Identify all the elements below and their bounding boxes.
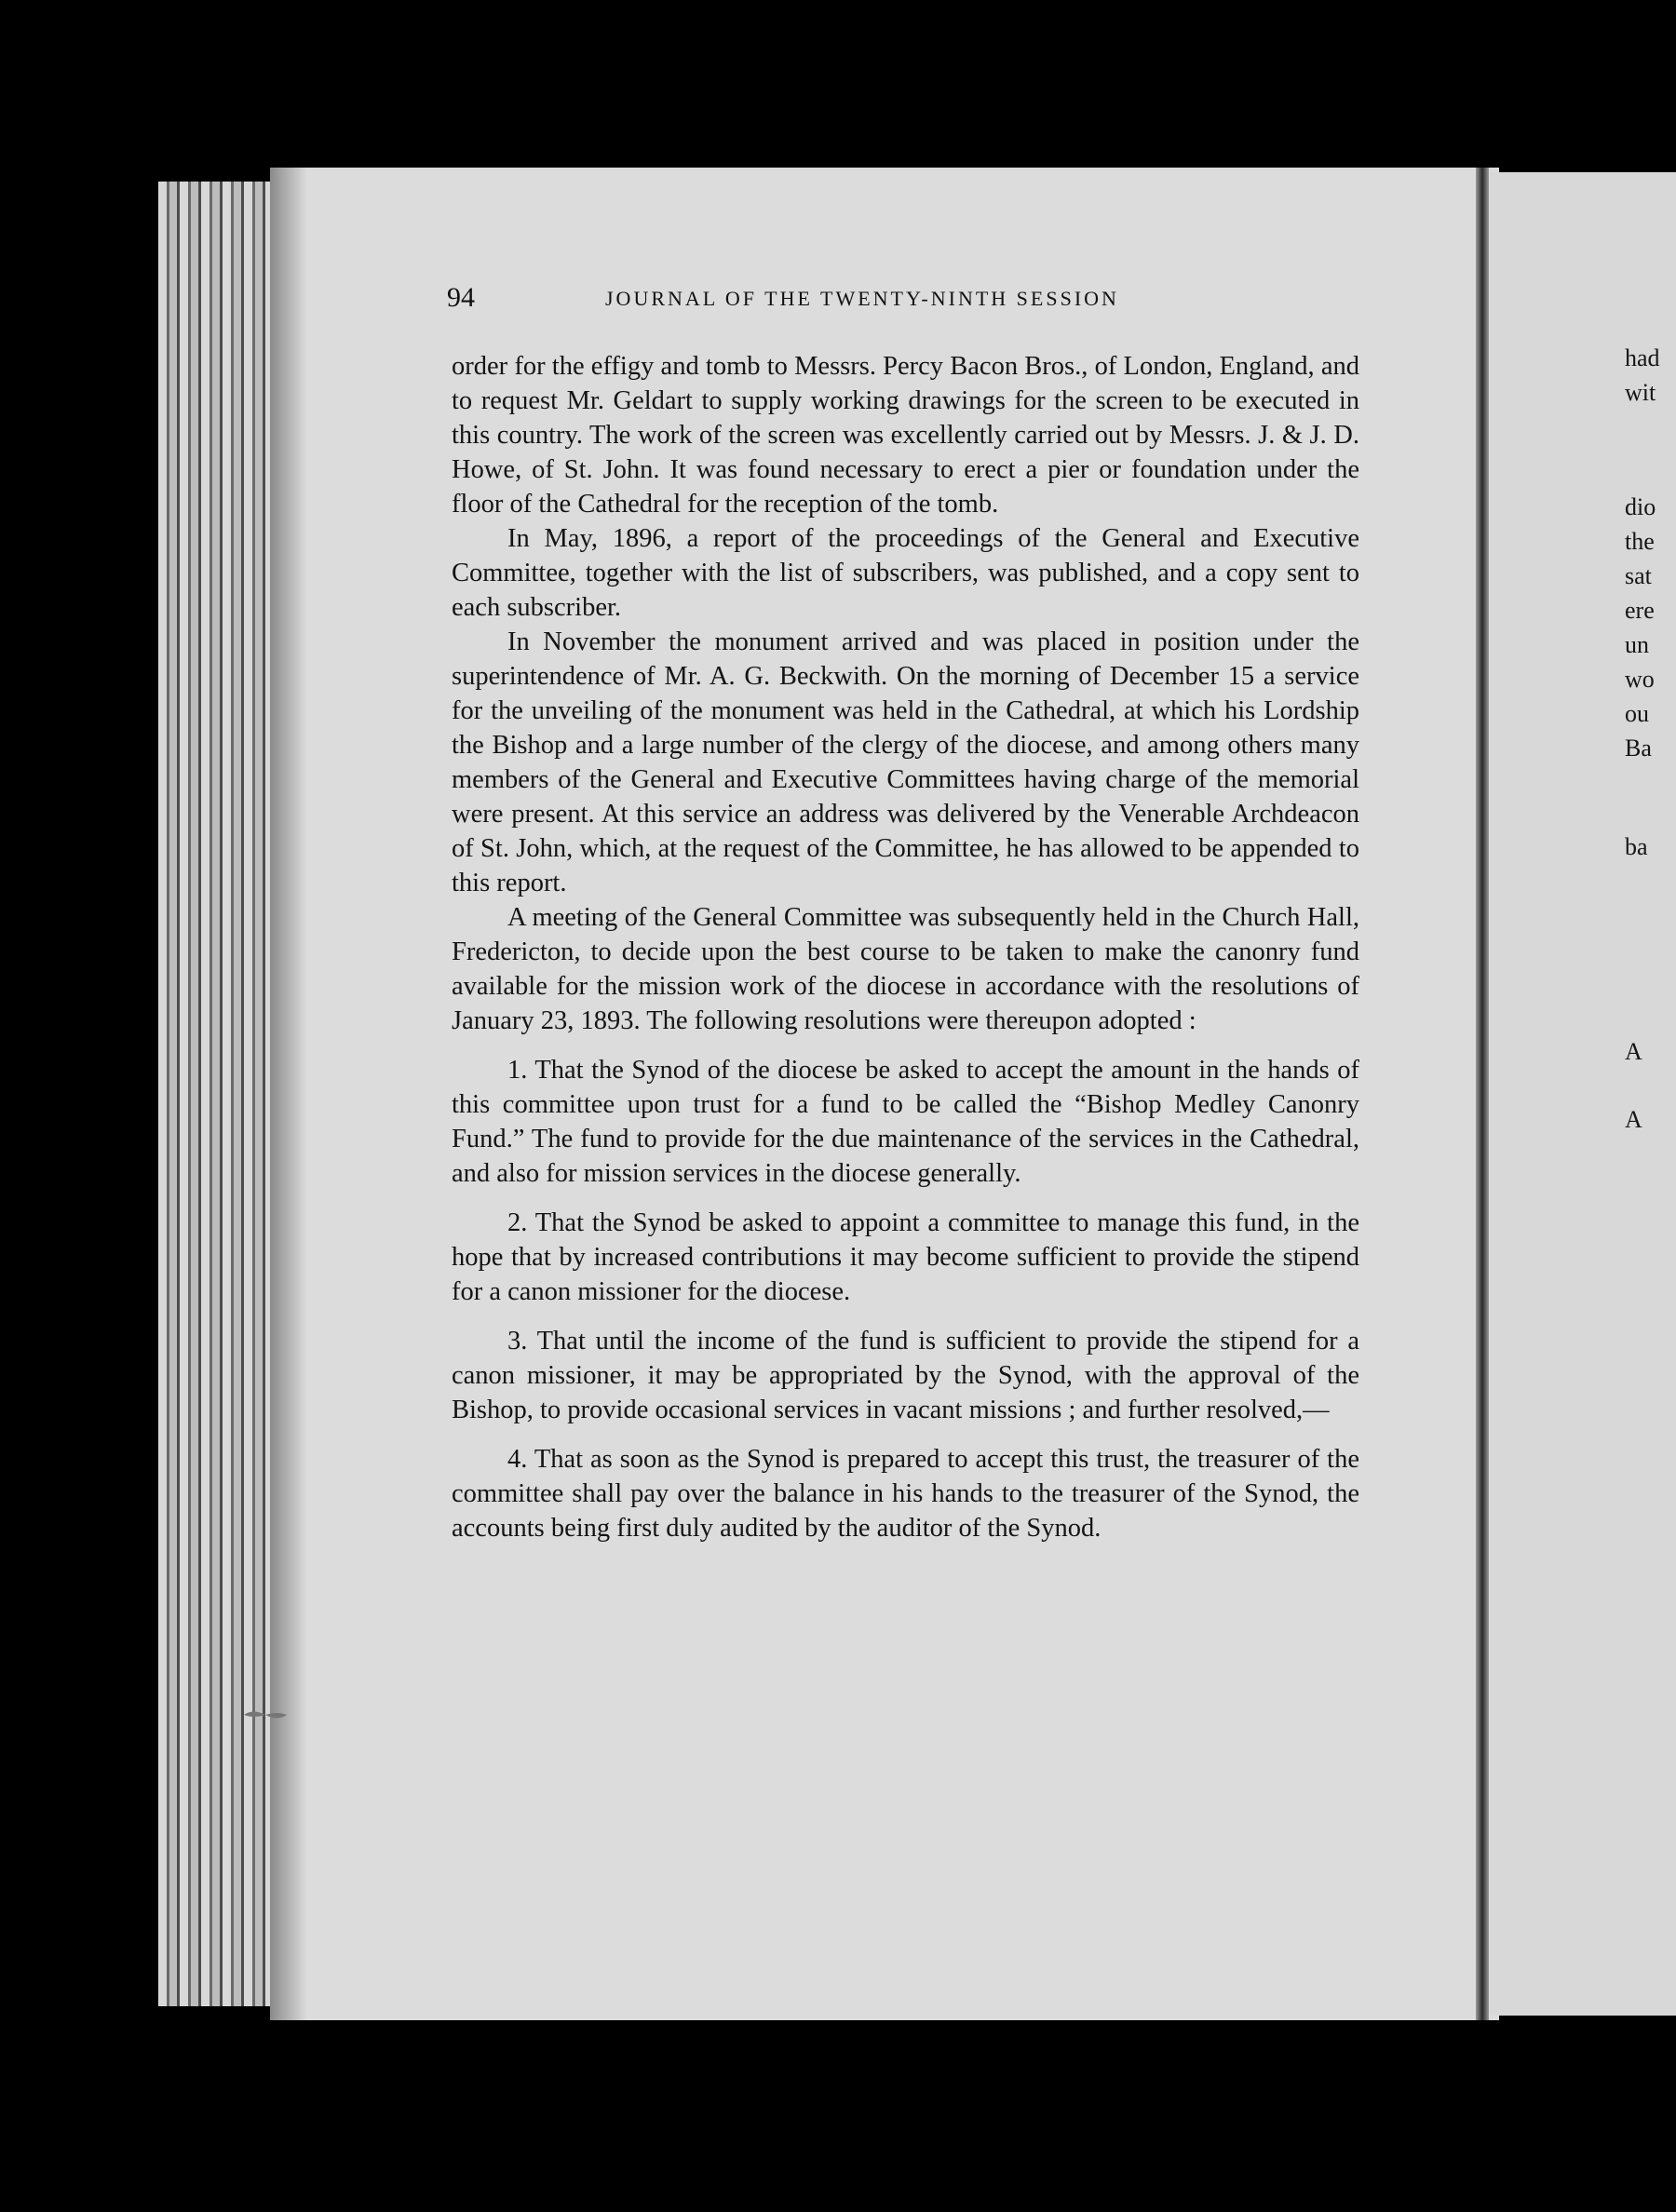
fragment: ou [1625, 700, 1649, 727]
resolution: 2. That the Synod be asked to appoint a committee to manage this fund, in the hope that by increased contributions it may become sufficient to provide the stipend for a canon missioner for the diocese. [452, 1208, 1359, 1306]
resolution: 3. That until the income of the fund is sufficient to provide the stipend for a canon missioner, it may be appropriated by the Synod, with the approval of the Bishop, to provide occasional services in vacant missions ; and further resolved,— [452, 1327, 1359, 1424]
paragraph: A meeting of the General Committee was subsequently held in the Church Hall, Fredericton, to decide upon the best course to be taken to make the canonry fund available for the mission work of the diocese in accordance with the resolutions of January 23, 1893. The following resolutions were thereupon adopted : [452, 903, 1359, 1035]
page-shadow [270, 168, 307, 2020]
fragment: ba [1625, 833, 1648, 860]
paragraph: In November the monument arrived and was placed in position under the superintendence of Mr. A. G. Beckwith. On the morning of December 15 a service for the unveiling of the monument was held in the Cathedral, at which his Lordship the Bishop and a large number of the clergy of the diocese, and among others many members of the General and Executive Committees having charge of the memorial were present. At this service an address was delivered by the Venerable Archdeacon of St. John, which, at the request of the Committee, he has allowed to be appended to this report. [452, 627, 1359, 897]
fragment: dio [1625, 493, 1656, 520]
body-text [452, 349, 1359, 1545]
fragment: A [1625, 1038, 1642, 1065]
fragment: sat [1625, 562, 1652, 589]
fragment: wit [1625, 379, 1656, 406]
fragment: A [1625, 1106, 1642, 1133]
fragment: the [1625, 528, 1655, 555]
fragment: Ba [1625, 735, 1652, 762]
page-number: 94 [447, 282, 475, 313]
page-header [447, 282, 1359, 319]
running-head: JOURNAL OF THE TWENTY-NINTH SESSION [605, 287, 1119, 310]
fragment: had [1625, 344, 1660, 371]
fragment: wo [1625, 666, 1655, 693]
fragment: ere [1625, 597, 1655, 624]
resolution: 1. That the Synod of the diocese be asked to accept the amount in the hands of this committee upon trust for a fund to be called the “Bishop Medley Canonry Fund.” The fund to provide for the due maintenance of the services in the Cathedral, and also for mission services in the diocese generally. [452, 1056, 1359, 1188]
book-gutter [1476, 168, 1489, 2020]
ornament-icon [242, 1708, 289, 1721]
fragment: un [1625, 631, 1649, 658]
right-page [1490, 172, 1676, 2016]
paragraph: order for the effigy and tomb to Messrs. Percy Bacon Bros., of London, England, and to request Mr. Geldart to supply working drawings for the screen to be executed in this country. The work of the screen was excellently carried out by Messrs. J. & J. D. Howe, of St. John. It was found necessary to erect a pier or foundation under the floor of the Cathedral for the reception of the tomb. [452, 352, 1359, 519]
resolution: 4. That as soon as the Synod is prepared to accept this trust, the treasurer of the committee shall pay over the balance in his hands to the treasurer of the Synod, the accounts being first duly audited by the auditor of the Synod. [452, 1445, 1359, 1543]
paragraph: In May, 1896, a report of the proceedings of the General and Executive Committee, together with the list of subscribers, was published, and a copy sent to each subscriber. [452, 524, 1359, 622]
book-page-edges [158, 182, 279, 2006]
